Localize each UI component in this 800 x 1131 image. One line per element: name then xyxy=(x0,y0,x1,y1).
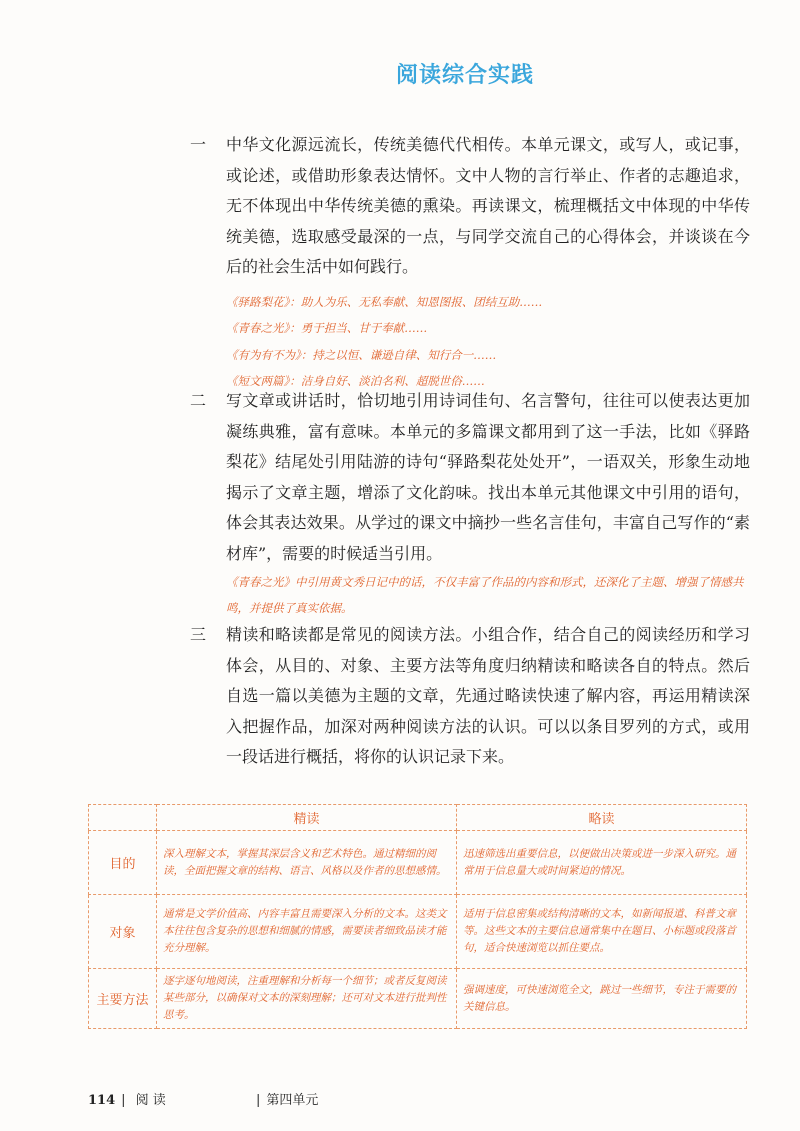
answer-note: 《短文两篇》：洁身自好、淡泊名利、超脱世俗…… xyxy=(226,374,485,388)
answer-note: 《青春之光》中引用黄文秀日记中的话，不仅丰富了作品的内容和形式，还深化了主题、增强了情感共鸣，并提供了真实依据。 xyxy=(226,575,744,615)
table-header-cell xyxy=(89,805,157,831)
section-text: 中华文化源远流长，传统美德代代相传。本单元课文，或写人，或记事，或论述，或借助形象表达情怀。文中人物的言行举止、作者的志趣追求，无不体现出中华传统美德的熏染。再读课文，梳理概括文中体现的中华传统美德，选取感受最深的一点，与同学交流自己的心得体会，并谈谈在今后的社会生活中如何践行。 xyxy=(226,135,750,276)
row-label: 对象 xyxy=(89,895,157,969)
section-number: 二 xyxy=(190,391,207,410)
table-header-cell: 精读 xyxy=(157,805,457,831)
section-text: 写文章或讲话时，恰切地引用诗词佳句、名言警句，往往可以使表达更加凝练典雅，富有意味。本单元的多篇课文都用到了这一手法，比如《驿路梨花》结尾处引用陆游的诗句“驿路梨花处处开”，一语双关，形象生动地揭示了文章主题，增添了文化韵味。找出本单元其他课文中引用的语句，体会其表达效果。从学过的课文中摘抄一些名言佳句，丰富自己写作的“素材库”，需要的时候适当引用。 xyxy=(226,391,750,563)
table-row xyxy=(89,831,747,895)
table-cell: 通常是文学价值高、内容丰富且需要深入分析的文本。这类文本往往包含复杂的思想和细腻的情感，需要读者细致品读才能充分理解。 xyxy=(157,895,457,969)
table-header-cell: 略读 xyxy=(457,805,747,831)
table-header-row xyxy=(89,805,747,831)
table-cell: 深入理解文本，掌握其深层含义和艺术特色。通过精细的阅读，全面把握文章的结构、语言、风格以及作者的思想感情。 xyxy=(157,831,457,895)
table-row xyxy=(89,969,747,1029)
page-footer xyxy=(88,1089,324,1108)
section-number: 三 xyxy=(190,625,207,644)
reading-comparison-table xyxy=(88,804,747,1029)
table-row xyxy=(89,895,747,969)
table-cell: 适用于信息密集或结构清晰的文本，如新闻报道、科普文章等。这些文本的主要信息通常集中在题目、小标题或段落首句，适合快速浏览以抓住要点。 xyxy=(457,895,747,969)
footer-divider: | xyxy=(121,1093,126,1108)
page-title: 阅读综合实践 xyxy=(395,63,534,88)
table-cell: 强调速度，可快速浏览全文，跳过一些细节，专注于需要的关键信息。 xyxy=(457,969,747,1029)
section-2 xyxy=(190,386,750,621)
unit-name: 第四单元 xyxy=(266,1093,319,1108)
section-1 xyxy=(190,130,750,395)
section-text: 精读和略读都是常见的阅读方法。小组合作，结合自己的阅读经历和学习体会，从目的、对象、主要方法等角度归纳精读和略读各自的特点。然后自选一篇以美德为主题的文章，先通过略读快速了解内容，再运用精读深入把握作品，加深对两种阅读方法的认识。可以以条目罗列的方式，或用一段话进行概括，将你的认识记录下来。 xyxy=(226,625,750,766)
table-cell: 迅速筛选出重要信息，以便做出决策或进一步深入研究。通常用于信息量大或时间紧迫的情况。 xyxy=(457,831,747,895)
table-cell: 逐字逐句地阅读，注重理解和分析每一个细节；或者反复阅读某些部分，以确保对文本的深刻理解；还可对文本进行批判性思考。 xyxy=(157,969,457,1029)
footer-divider: | xyxy=(255,1093,261,1108)
page-number: 114 xyxy=(88,1093,116,1108)
row-label: 主要方法 xyxy=(89,969,157,1029)
section-3 xyxy=(190,620,750,773)
answer-note: 《青春之光》：勇于担当、甘于奉献…… xyxy=(226,321,428,335)
row-label: 目的 xyxy=(89,831,157,895)
answer-note: 《有为有不为》：持之以恒、谦逊自律、知行合一…… xyxy=(226,347,497,362)
section-number: 一 xyxy=(190,135,207,154)
answer-note: 《驿路梨花》：助人为乐、无私奉献、知恩图报、团结互助…… xyxy=(226,294,543,309)
book-name: 阅 读 xyxy=(135,1093,166,1108)
